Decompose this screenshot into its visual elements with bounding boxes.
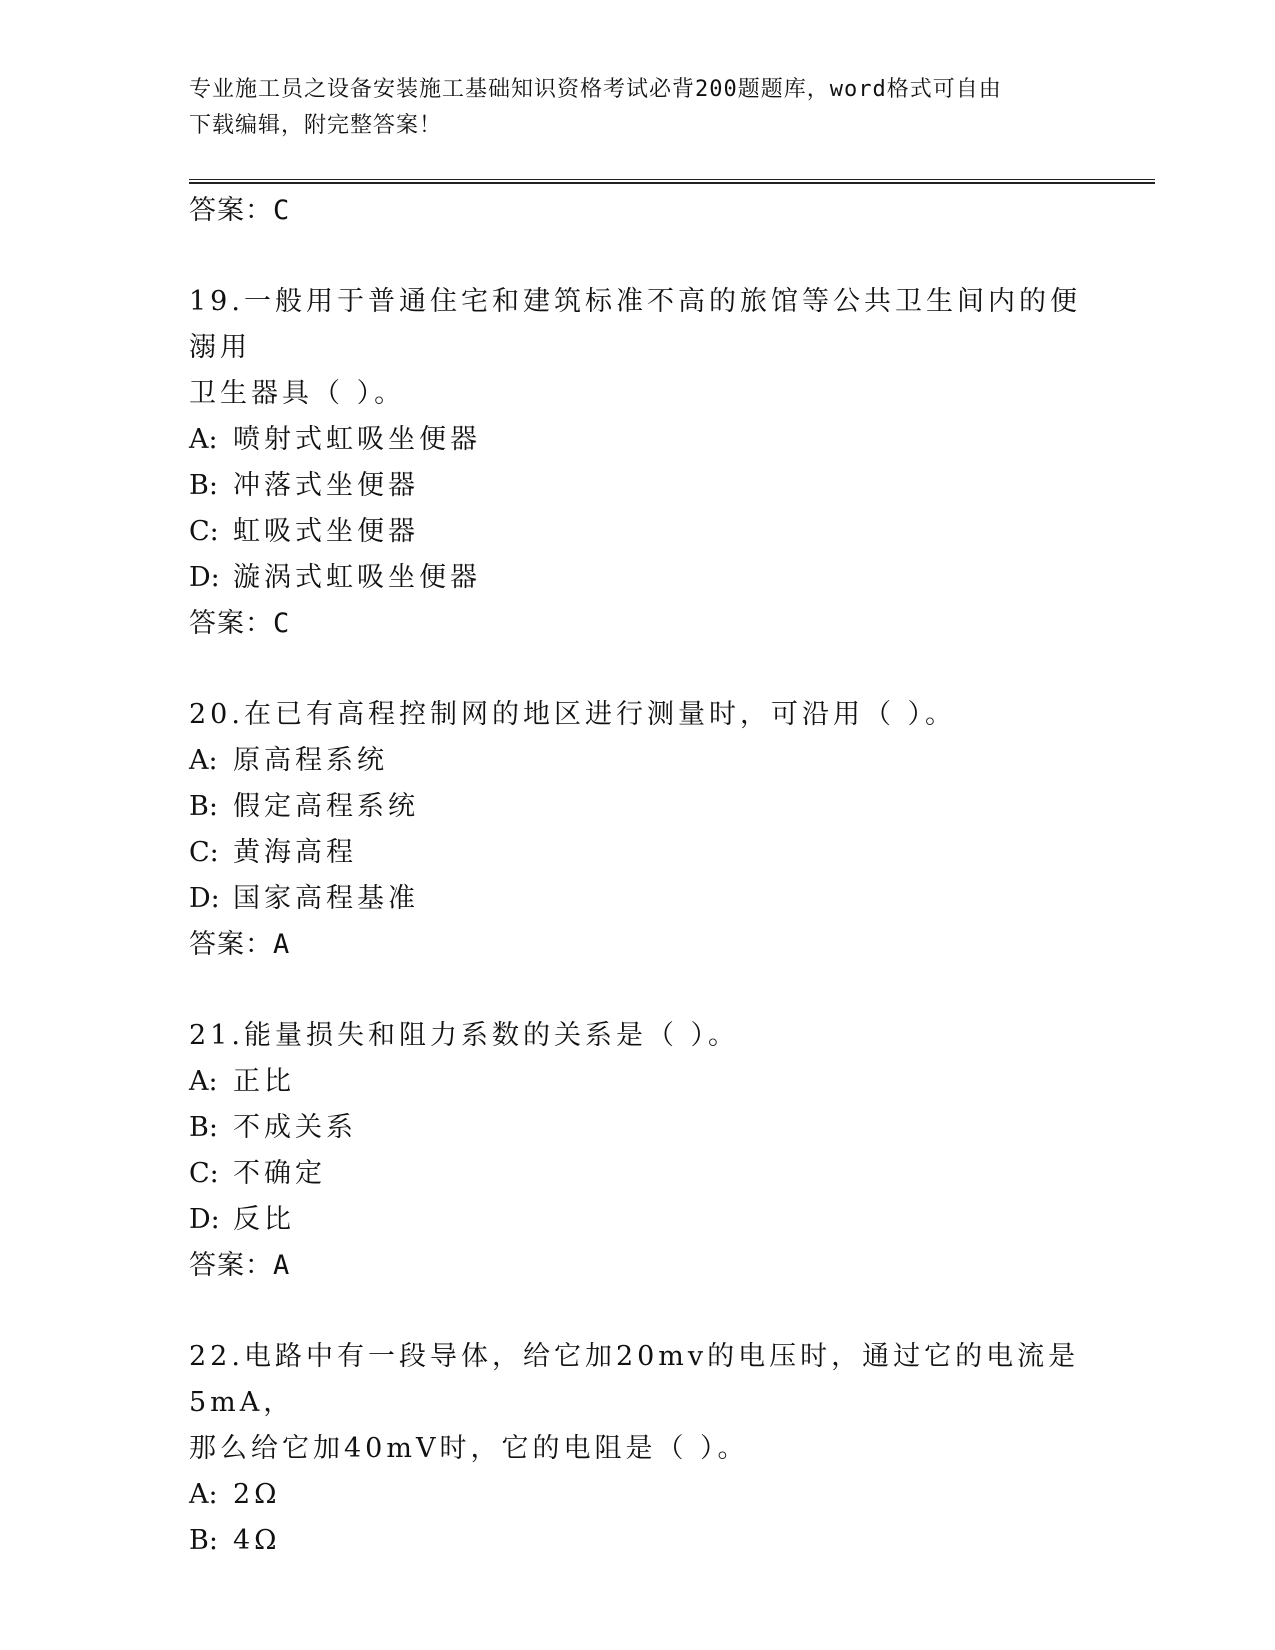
- option-text: 反比: [233, 1204, 295, 1235]
- option-text: 不确定: [233, 1158, 326, 1189]
- option-text: 原高程系统: [233, 745, 388, 776]
- option-text: 漩涡式虹吸坐便器: [233, 562, 481, 593]
- option-d: [189, 1197, 1089, 1243]
- spacer: [189, 968, 1089, 1013]
- option-letter: B:: [189, 470, 218, 501]
- option-text: 正比: [233, 1066, 295, 1097]
- option-b: [189, 1105, 1089, 1151]
- option-c: [189, 509, 1089, 555]
- option-b: [189, 1518, 1089, 1564]
- question-stem-line: 21.能量损失和阻力系数的关系是（ ）。: [189, 1020, 740, 1051]
- question-block: [189, 692, 1089, 968]
- option-a: [189, 1472, 1089, 1518]
- option-letter: B:: [189, 1525, 218, 1556]
- option-text: 虹吸式坐便器: [233, 516, 419, 547]
- answer-line: 答案：A: [189, 1250, 291, 1281]
- option-letter: C:: [189, 1158, 219, 1189]
- option-letter: C:: [189, 837, 219, 868]
- option-text: 国家高程基准: [233, 883, 419, 914]
- option-text: 4Ω: [233, 1525, 281, 1556]
- option-letter: A:: [189, 745, 218, 776]
- option-b: [189, 463, 1089, 509]
- question-list: [189, 188, 1089, 1564]
- option-text: 冲落式坐便器: [233, 470, 419, 501]
- question-stem-line: 19.一般用于普通住宅和建筑标准不高的旅馆等公共卫生间内的便溺用: [189, 286, 1081, 363]
- option-letter: A:: [189, 1479, 218, 1510]
- header-line-1: 专业施工员之设备安装施工基础知识资格考试必背200题题库，word格式可自由: [189, 77, 1002, 102]
- option-a: [189, 738, 1089, 784]
- option-letter: B:: [189, 791, 218, 822]
- option-text: 假定高程系统: [233, 791, 419, 822]
- option-letter: A:: [189, 1066, 218, 1097]
- option-letter: D:: [189, 883, 220, 914]
- answer-line: 答案：C: [189, 608, 291, 639]
- option-c: [189, 830, 1089, 876]
- question-stem-line: 那么给它加40mV时，它的电阻是（ ）。: [189, 1433, 749, 1464]
- answer-line: 答案：A: [189, 929, 291, 960]
- question-block: [189, 1013, 1089, 1289]
- header-divider-thin: [189, 179, 1155, 180]
- spacer: [189, 1289, 1089, 1334]
- option-d: [189, 555, 1089, 601]
- question-block: [189, 279, 1089, 647]
- option-b: [189, 784, 1089, 830]
- spacer: [189, 647, 1089, 692]
- option-letter: C:: [189, 516, 219, 547]
- question-block: [189, 1334, 1089, 1564]
- option-letter: D:: [189, 1204, 220, 1235]
- question-stem-line: 20.在已有高程控制网的地区进行测量时，可沿用（ ）。: [189, 699, 957, 730]
- option-d: [189, 876, 1089, 922]
- answer-line: 答案：C: [189, 195, 291, 226]
- option-letter: B:: [189, 1112, 218, 1143]
- option-letter: A:: [189, 424, 218, 455]
- question-stem-line: 22.电路中有一段导体，给它加20mv的电压时，通过它的电流是5mA，: [189, 1341, 1080, 1418]
- header-divider-thick: [189, 182, 1155, 184]
- option-a: [189, 417, 1089, 463]
- document-header: [189, 72, 1089, 144]
- option-a: [189, 1059, 1089, 1105]
- option-text: 不成关系: [233, 1112, 357, 1143]
- spacer: [189, 234, 1089, 279]
- option-text: 黄海高程: [233, 837, 357, 868]
- option-text: 2Ω: [233, 1479, 281, 1510]
- option-letter: D:: [189, 562, 220, 593]
- option-c: [189, 1151, 1089, 1197]
- question-stem-line: 卫生器具（ ）。: [189, 378, 406, 409]
- header-line-2: 下载编辑，附完整答案！: [189, 113, 443, 138]
- option-text: 喷射式虹吸坐便器: [233, 424, 481, 455]
